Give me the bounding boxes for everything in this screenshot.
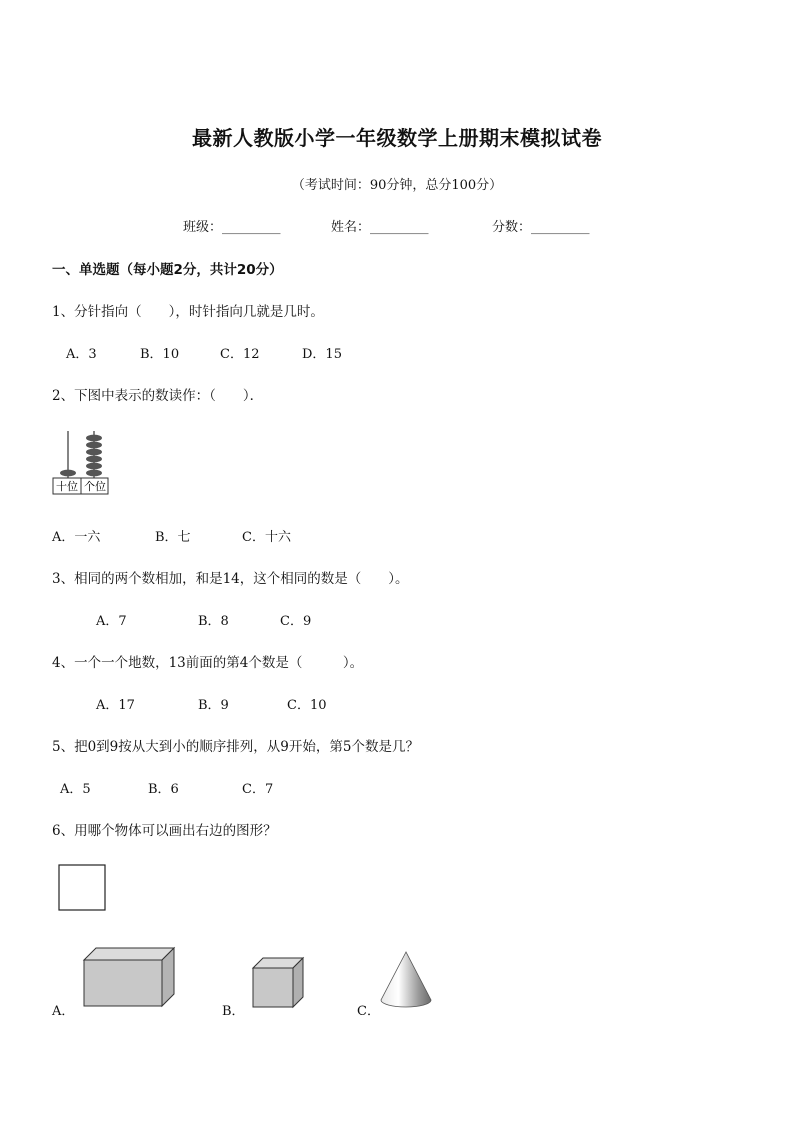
name-blank: _________ <box>370 220 429 235</box>
score-blank: _________ <box>531 220 590 235</box>
q5-option-c: C．7 <box>242 782 274 797</box>
score-label: 分数： <box>492 220 532 235</box>
q6-option-a: A． <box>52 1004 75 1019</box>
q3-option-c: C．9 <box>280 614 312 629</box>
abacus-bead <box>86 435 102 442</box>
class-label: 班级： <box>183 220 223 235</box>
cuboid-image <box>82 946 178 1008</box>
q3-option-a: A．7 <box>96 614 127 629</box>
abacus-bead <box>86 449 102 456</box>
q2-option-c: C．十六 <box>242 530 291 545</box>
q5-option-b: B．6 <box>148 782 179 797</box>
score-field <box>492 216 590 235</box>
class-blank: _________ <box>222 220 281 235</box>
class-field <box>183 216 281 235</box>
name-field <box>331 216 429 235</box>
q6-option-b: B． <box>222 1004 245 1019</box>
q1-option-a: A．3 <box>66 347 97 362</box>
cube-image <box>251 956 307 1009</box>
name-label: 姓名： <box>331 220 371 235</box>
abacus-image <box>52 428 112 498</box>
question-5: 5、把0到9按从大到小的顺序排列，从9开始，第5个数是几？ <box>52 739 419 755</box>
cone-image <box>378 950 434 1010</box>
question-1: 1、分针指向（ ），时针指向几就是几时。 <box>52 304 324 320</box>
question-4: 4、一个一个地数，13前面的第4个数是（ ）。 <box>52 655 364 671</box>
q6-option-c: C． <box>357 1004 380 1019</box>
abacus-bead <box>86 463 102 470</box>
q1-option-c: C．12 <box>220 347 260 362</box>
question-3: 3、相同的两个数相加，和是14，这个相同的数是（ ）。 <box>52 571 409 587</box>
question-2: 2、下图中表示的数读作：（ ）． <box>52 388 264 404</box>
tens-label: 十位 <box>56 480 78 493</box>
q4-option-b: B．9 <box>198 698 229 713</box>
q2-option-a: A．一六 <box>52 530 101 545</box>
page-title: 最新人教版小学一年级数学上册期末模拟试卷 <box>192 126 602 150</box>
exam-subtitle: （考试时间：90分钟，总分100分） <box>291 178 503 193</box>
q4-option-a: A．17 <box>96 698 135 713</box>
section-heading: 一、单选题（每小题2分，共计20分） <box>52 262 283 278</box>
q4-option-c: C．10 <box>287 698 327 713</box>
q1-option-d: D．15 <box>302 347 342 362</box>
q3-option-b: B．8 <box>198 614 229 629</box>
q1-option-b: B．10 <box>140 347 180 362</box>
q5-option-a: A．5 <box>60 782 91 797</box>
q2-option-b: B．七 <box>155 530 191 545</box>
abacus-bead <box>86 456 102 463</box>
square-outline <box>59 865 105 910</box>
ones-label: 个位 <box>84 480 106 493</box>
abacus-bead <box>86 470 102 477</box>
question-6: 6、用哪个物体可以画出右边的图形？ <box>52 823 277 839</box>
abacus-bead <box>86 442 102 449</box>
abacus-bead <box>60 470 76 477</box>
target-square-figure <box>58 864 108 912</box>
